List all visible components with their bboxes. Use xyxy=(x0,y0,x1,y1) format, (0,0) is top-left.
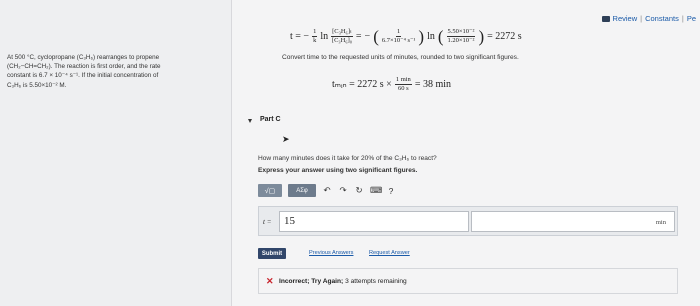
eq-frac-den: k xyxy=(313,37,317,44)
mouse-cursor-icon: ➤ xyxy=(282,134,290,144)
constants-link[interactable]: Constants xyxy=(645,14,679,23)
answer-row xyxy=(258,206,678,236)
redo-icon[interactable]: ↷ xyxy=(339,185,347,195)
eq2-unit-frac xyxy=(395,76,412,93)
convert-instruction: Convert time to the requested units of minutes, rounded to two significant figures. xyxy=(282,54,519,61)
feedback-message xyxy=(279,278,407,285)
problem-line: constant is 6.7 × 10⁻⁴ s⁻¹. If the initial concentration of xyxy=(7,72,159,80)
solution-equation xyxy=(290,28,522,45)
problem-line: (CH₂−CH=CH₂). The reaction is first order, and the rate xyxy=(7,63,161,71)
feedback-status: Incorrect; Try Again; xyxy=(279,278,344,285)
part-title[interactable]: Part C xyxy=(260,116,281,123)
request-answer-link[interactable]: Request Answer xyxy=(369,250,410,256)
submit-button[interactable]: Submit xyxy=(258,248,286,259)
math-toolbar xyxy=(258,184,396,197)
answer-units: min xyxy=(655,219,666,226)
feedback-attempts: 3 attempts remaining xyxy=(345,278,407,285)
eq-conc-values xyxy=(447,28,476,45)
feedback-box xyxy=(258,268,678,294)
problem-panel xyxy=(0,0,232,306)
question-text: How many minutes does it take for 20% of the C₃H₆ to react? xyxy=(258,155,437,162)
previous-answers-link[interactable]: Previous Answers xyxy=(309,250,354,256)
eq-frac-num: 1 min xyxy=(395,76,411,83)
conversion-equation xyxy=(332,76,451,93)
undo-icon[interactable]: ↶ xyxy=(323,185,331,195)
review-link[interactable]: Review xyxy=(612,14,638,23)
eq-frac-den: 1.20×10⁻² xyxy=(447,37,475,44)
reset-icon[interactable]: ↻ xyxy=(355,185,363,195)
eq-open-paren: ( xyxy=(437,27,444,46)
eq-t: t = − xyxy=(290,31,310,42)
answer-input[interactable]: 15 xyxy=(279,211,469,232)
eq-frac-den: 60 s xyxy=(397,85,409,92)
eq-close-paren: ) xyxy=(418,27,425,46)
eq-frac-num: [C₃H₆]ₜ xyxy=(332,28,352,35)
periodic-table-link[interactable]: Pe xyxy=(686,14,696,23)
eq-frac-num: 1 xyxy=(397,28,401,35)
eq-frac-num: 1 xyxy=(313,28,317,35)
problem-line: C₃H₆ is 5.50×10⁻² M. xyxy=(7,81,67,89)
eq-ln-2: ln xyxy=(427,31,435,42)
problem-statement xyxy=(7,53,217,90)
eq2-result: = 38 min xyxy=(414,79,452,90)
answer-instruction: Express your answer using two significant figures. xyxy=(258,167,418,174)
eq-ln: ln xyxy=(320,31,329,42)
eq-open-paren: ( xyxy=(373,27,379,46)
incorrect-x-icon: ✕ xyxy=(266,276,274,286)
collapse-caret-icon[interactable] xyxy=(248,119,252,123)
greek-symbols-button[interactable]: ΑΣφ xyxy=(288,184,316,197)
answer-prefix: t = xyxy=(263,218,272,226)
nav-separator: | xyxy=(640,14,643,23)
eq-rate-frac xyxy=(382,28,416,45)
eq-equals: = xyxy=(355,31,362,42)
eq-close-paren: ) xyxy=(478,27,485,46)
eq-frac-den: [C₃H₆]₀ xyxy=(331,37,353,44)
eq-one-over-k xyxy=(312,28,317,45)
keyboard-icon[interactable]: ⌨ xyxy=(370,185,383,195)
eq-frac-den: 6.7×10⁻⁴ s⁻¹ xyxy=(381,37,416,44)
main-content xyxy=(232,0,700,306)
problem-line: At 500 °C, cyclopropane (C₃H₆) rearranges to propene xyxy=(7,54,160,61)
eq-result: = 2272 s xyxy=(487,31,522,42)
units-field[interactable] xyxy=(471,211,675,232)
eq-conc-ratio xyxy=(331,28,353,45)
eq-minus: − xyxy=(364,31,371,42)
help-icon[interactable]: ? xyxy=(388,185,394,196)
eq-frac-num: 5.50×10⁻² xyxy=(447,28,475,35)
templates-button[interactable]: √▢ xyxy=(258,184,282,197)
eq2-lhs: tₘᵢₙ = 2272 s × xyxy=(332,79,392,90)
nav-separator: | xyxy=(681,14,684,23)
